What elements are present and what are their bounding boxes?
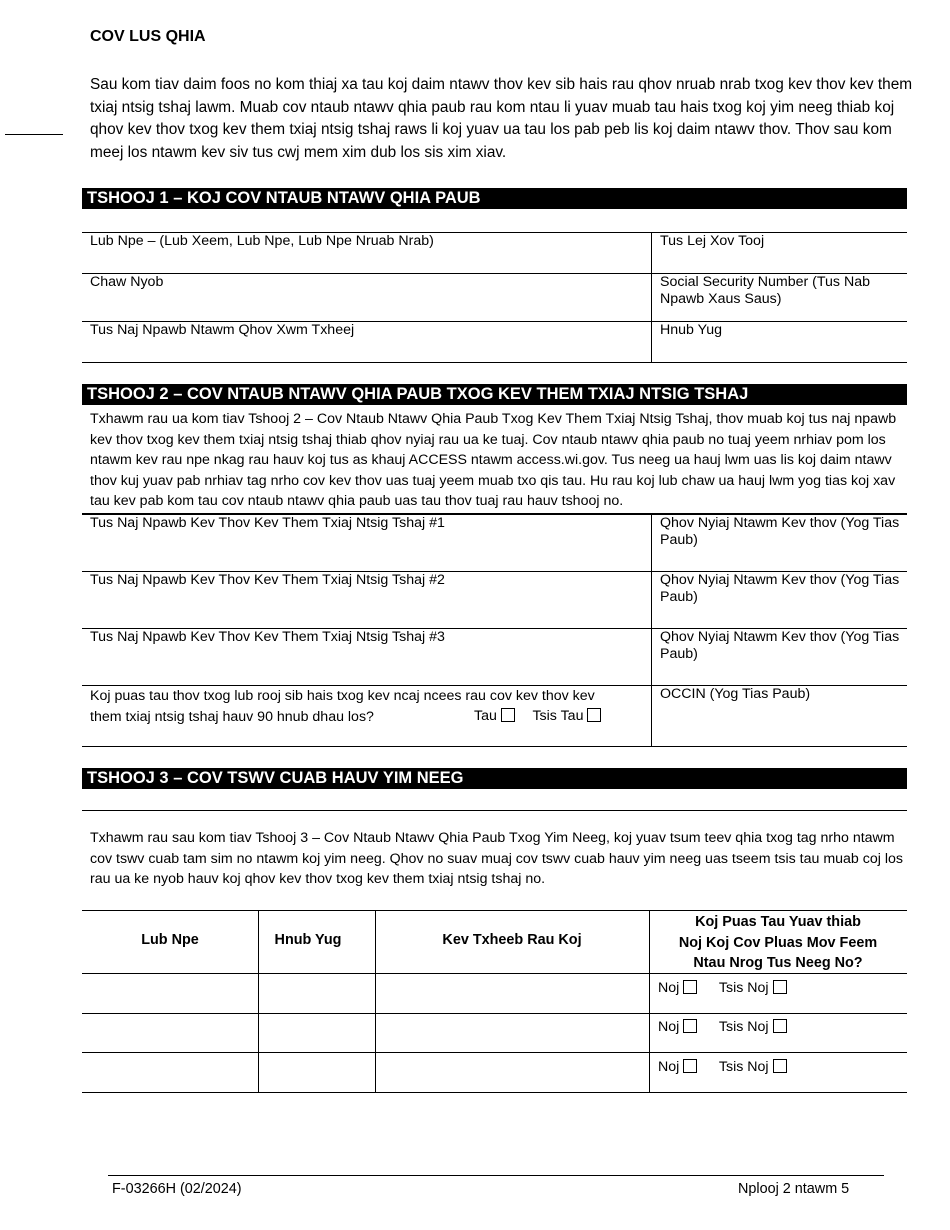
claim-number-3-field[interactable]: Tus Naj Npawb Kev Thov Kev Them Txiaj Ntsig Tshaj #3: [90, 629, 445, 645]
row-1-yes-checkbox[interactable]: [683, 980, 697, 994]
full-name-field[interactable]: Lub Npe – (Lub Xeem, Lub Npe, Lub Npe Nruab Nrab): [90, 233, 434, 249]
household-row-2-dob-input[interactable]: [259, 1014, 374, 1051]
col-header-relationship: Kev Txheeb Rau Koj: [442, 932, 582, 948]
col-header-dob: Hnub Yug: [274, 932, 342, 948]
household-table-bottom-rule: [82, 1092, 907, 1093]
section1-divider: [651, 232, 652, 362]
row-1-no-checkbox[interactable]: [773, 980, 787, 994]
hearing-no-label: Tsis Tau: [532, 708, 584, 724]
section2-title: TSHOOJ 2 – COV NTAUB NTAWV QHIA PAUB TXOG KEV THEM TXIAJ NTSIG TSHAJ: [82, 384, 907, 405]
claim-number-1-field[interactable]: Tus Naj Npawb Kev Thov Kev Them Txiaj Ntsig Tshaj #1: [90, 515, 445, 531]
household-row-2-meals: [658, 1018, 787, 1036]
section1-bottom-rule: [82, 362, 907, 363]
margin-rule: [5, 134, 63, 135]
intro-paragraph: Sau kom tiav daim foos no kom thiaj xa tau koj daim ntawv thov kev sib hais rau qhov nruab nrab txog kev thov kev them txiaj ntsig tshaj lawm. Muab cov ntaub ntawv qhia paub rau kom ntau li yuav muab tau hais txog koj yim neeg thiab koj qhov kev thov txog kev them txiaj ntsig tshaj raws li koj yuav ua tau los pab peb lis koj daim ntawv thov. Thov sau kom meej los ntawm kev siv tus cwj mem xim dub los sis xim xiav.: [90, 76, 913, 161]
page-heading: COV LUS QHIA: [90, 28, 206, 45]
section3-instructions: Txhawm rau sau kom tiav Tshooj 3 – Cov Ntaub Ntawv Qhia Paub Txog Yim Neeg, koj yuav tsum teev qhia txog tag nrho ntawm cov tswv cuab tam sim no ntawm koj yim neeg. Qhov no suav muaj cov tswv cuab hauv yim neeg uas tseem tsis tau muab coj los rau ua ke nyob hauv koj qhov kev thov txog kev them txiaj ntsig tshaj no.: [90, 830, 903, 888]
household-row-3-relationship-input[interactable]: [376, 1053, 648, 1091]
claim-amount-3-field[interactable]: Qhov Nyiaj Ntawm Kev thov (Yog Tias Paub): [660, 629, 900, 662]
section2-instructions: Txhawm rau ua kom tiav Tshooj 2 – Cov Ntaub Ntawv Qhia Paub Txog Kev Them Txiaj Ntsig Tshaj, thov muab koj tus naj npawb kev thov txog kev them txiaj ntsig tshaj thiab qhov nyiaj rau ua ke tuaj. Cov ntaub ntawv qhia paub no tuaj yeem nrhiav pom los ntawm kev rau npe nkag rau hauv koj tus as khauj ACCESS ntawm access.wi.gov. Tus neeg ua hauj lwm uas lis koj daim ntawv thov kuj yuav pab nrhiav tag nrho cov kev thov uas tuaj yeem muab txo qis tau. Hu rau koj lub chaw ua hauj lwm yog tias koj xav tau kev pab kom tau cov ntaub ntawv qhia paub uas tau thov tuaj rau hauv tshooj no.: [90, 411, 897, 510]
col-header-meals-question: [649, 912, 907, 974]
row-2-no-checkbox[interactable]: [773, 1019, 787, 1033]
household-row-1-name-input[interactable]: [83, 974, 257, 1012]
hearing-question: Koj puas tau thov txog lub rooj sib hais txog kev ncaj ncees rau cov kev thov kev them txiaj ntsig tshaj hauv 90 hnub dhau los?: [90, 688, 595, 725]
meals-question-line3: Ntau Nrog Tus Neeg No?: [693, 955, 863, 971]
household-row-3-meals: [658, 1058, 787, 1076]
hearing-answer-group: [474, 706, 601, 726]
form-id: F-03266H (02/2024): [112, 1181, 242, 1197]
claim-number-2-field[interactable]: Tus Naj Npawb Kev Thov Kev Them Txiaj Ntsig Tshaj #2: [90, 572, 445, 588]
row-1-yes-label: Noj: [658, 980, 680, 996]
footer-rule: [108, 1175, 884, 1176]
row-3-no-checkbox[interactable]: [773, 1059, 787, 1073]
col-header-name: Lub Npe: [141, 932, 199, 948]
ssn-field[interactable]: Social Security Number (Tus Nab Npawb Xaus Saus): [660, 274, 870, 307]
section3-top-rule: [82, 810, 907, 811]
row-2-yes-checkbox[interactable]: [683, 1019, 697, 1033]
section3-title: TSHOOJ 3 – COV TSWV CUAB HAUV YIM NEEG: [82, 768, 907, 789]
case-number-field[interactable]: Tus Lej Xov Tooj: [660, 233, 765, 249]
section1-title: TSHOOJ 1 – KOJ COV NTAUB NTAWV QHIA PAUB: [82, 188, 907, 209]
hearing-no-checkbox[interactable]: [587, 708, 601, 722]
page-number: Nplooj 2 ntawm 5: [738, 1181, 850, 1197]
phone-field[interactable]: Tus Naj Npawb Ntawm Qhov Xwm Txheej: [90, 322, 355, 338]
row-3-yes-label: Noj: [658, 1059, 680, 1075]
claim-amount-1-field[interactable]: Qhov Nyiaj Ntawm Kev thov (Yog Tias Paub): [660, 515, 900, 548]
row-3-no-label: Tsis Noj: [718, 1059, 769, 1075]
occin-field[interactable]: OCCIN (Yog Tias Paub): [660, 686, 811, 702]
row-3-yes-checkbox[interactable]: [683, 1059, 697, 1073]
household-table-top-rule: [82, 910, 907, 911]
address-field[interactable]: Chaw Nyob: [90, 274, 164, 290]
household-row-1-meals: [658, 979, 787, 997]
row-2-no-label: Tsis Noj: [718, 1019, 769, 1035]
household-row-1-relationship-input[interactable]: [376, 974, 648, 1012]
household-row-2-name-input[interactable]: [83, 1014, 257, 1051]
meals-question-line1: Koj Puas Tau Yuav thiab: [695, 914, 861, 930]
claim-amount-2-field[interactable]: Qhov Nyiaj Ntawm Kev thov (Yog Tias Paub): [660, 572, 900, 605]
section2-divider: [651, 514, 652, 746]
row-1-no-label: Tsis Noj: [718, 980, 769, 996]
household-row-1-dob-input[interactable]: [259, 974, 374, 1012]
household-row-2-relationship-input[interactable]: [376, 1014, 648, 1051]
section2-bottom-rule: [82, 746, 907, 747]
meals-question-line2: Noj Koj Cov Pluas Mov Feem: [678, 934, 878, 951]
hearing-yes-label: Tau: [474, 708, 497, 724]
household-row-3-name-input[interactable]: [83, 1053, 257, 1091]
dob-field[interactable]: Hnub Yug: [660, 322, 723, 338]
household-row-3-dob-input[interactable]: [259, 1053, 374, 1091]
hearing-yes-checkbox[interactable]: [501, 708, 515, 722]
row-2-yes-label: Noj: [658, 1019, 680, 1035]
